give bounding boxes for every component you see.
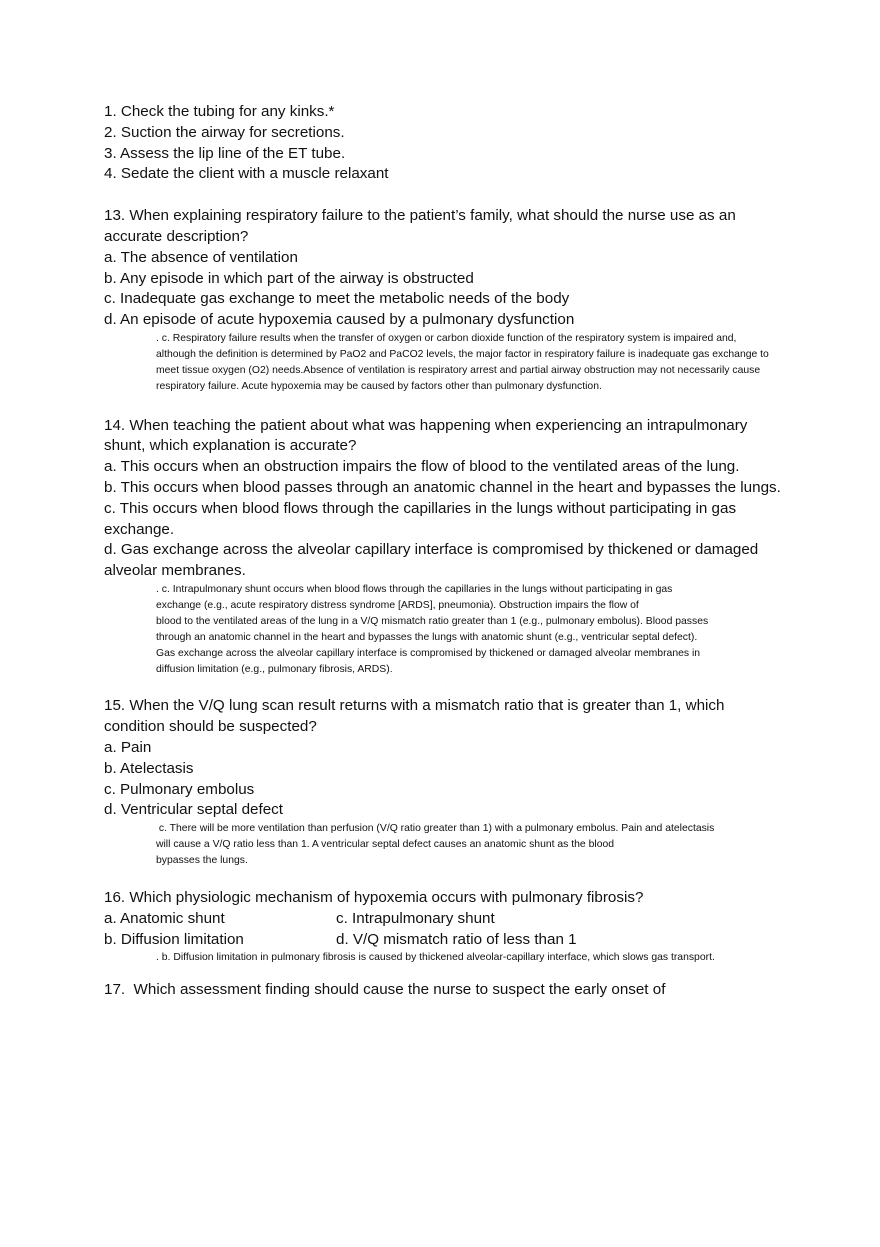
question-13-option-b: b. Any episode in which part of the airway is obstructed bbox=[104, 269, 474, 287]
question-16 bbox=[104, 888, 784, 966]
option-2: 2. Suction the airway for secretions. bbox=[104, 123, 345, 141]
question-15-option-d: d. Ventricular septal defect bbox=[104, 801, 283, 819]
rationale-line: blood to the ventilated areas of the lung in a V/Q mismatch ratio greater than 1 (e.g., pulmonary embolus). Blood passes bbox=[156, 615, 709, 627]
question-16-options-row-1 bbox=[104, 909, 784, 930]
rationale-line: exchange (e.g., acute respiratory distress syndrome [ARDS], pneumonia). Obstruction impairs the flow of bbox=[156, 599, 639, 611]
rationale-line: c. There will be more ventilation than perfusion (V/Q ratio greater than 1) with a pulmonary embolus. Pain and atelectasis bbox=[156, 823, 715, 835]
question-16-option-c: c. Intrapulmonary shunt bbox=[336, 909, 495, 927]
question-13-option-a: a. The absence of ventilation bbox=[104, 248, 298, 266]
question-16-option-b: b. Diffusion limitation bbox=[104, 930, 244, 948]
rationale-line: . c. Intrapulmonary shunt occurs when blood flows through the capillaries in the lungs without participating in gas bbox=[156, 583, 673, 595]
rationale-line: Gas exchange across the alveolar capillary interface is compromised by thickened or damaged alveolar membranes in bbox=[156, 647, 701, 659]
rationale-line: will cause a V/Q ratio less than 1. A ventricular septal defect causes an anatomic shunt as the blood bbox=[156, 839, 615, 851]
question-17 bbox=[104, 980, 784, 1001]
question-15-rationale bbox=[156, 821, 778, 869]
question-14-text: 14. When teaching the patient about what was happening when experiencing an intrapulmonary shunt, which explanation is accurate? bbox=[104, 416, 748, 455]
option-3: 3. Assess the lip line of the ET tube. bbox=[104, 144, 346, 162]
question-15 bbox=[104, 696, 784, 869]
question-14-option-d: d. Gas exchange across the alveolar capillary interface is compromised by thickened or damaged alveolar membranes. bbox=[104, 541, 759, 580]
question-17-text: 17. Which assessment finding should cause the nurse to suspect the early onset of bbox=[104, 981, 666, 999]
prev-question-options bbox=[104, 102, 784, 185]
question-16-text: 16. Which physiologic mechanism of hypoxemia occurs with pulmonary fibrosis? bbox=[104, 888, 644, 906]
question-14-rationale bbox=[156, 582, 778, 677]
question-16-rationale: . b. Diffusion limitation in pulmonary fibrosis is caused by thickened alveolar-capillary interface, which slows gas transport. bbox=[156, 952, 715, 964]
rationale-line: through an anatomic channel in the heart and bypasses the lungs with anatomic shunt (e.g., ventricular septal defect). bbox=[156, 631, 698, 643]
question-15-text: 15. When the V/Q lung scan result returns with a mismatch ratio that is greater than 1, which condition should be suspected? bbox=[104, 697, 725, 736]
option-4: 4. Sedate the client with a muscle relaxant bbox=[104, 165, 389, 183]
option-1: 1. Check the tubing for any kinks.* bbox=[104, 103, 335, 120]
question-16-option-d: d. V/Q mismatch ratio of less than 1 bbox=[336, 930, 577, 948]
question-15-option-a: a. Pain bbox=[104, 739, 152, 756]
question-14 bbox=[104, 416, 784, 678]
rationale-line: diffusion limitation (e.g., pulmonary fibrosis, ARDS). bbox=[156, 663, 393, 675]
question-13-rationale: . c. Respiratory failure results when the transfer of oxygen or carbon dioxide function of the respiratory system is impaired and, although the definition is determined by PaO2 and PaCO2 levels, the major factor in respiratory failure is inadequate gas exchange to meet tissue oxygen (O2) needs.Absence of ventilation is respiratory arrest and partial airway obstruction may not necessarily cause respiratory failure. Acute hypoxemia may be caused by factors other than pulmonary dysfunction. bbox=[156, 332, 769, 392]
question-16-options-row-2 bbox=[104, 930, 784, 951]
question-14-option-a: a. This occurs when an obstruction impairs the flow of blood to the ventilated areas of the lung. bbox=[104, 458, 740, 476]
page-content bbox=[104, 102, 784, 1001]
question-13-option-c: c. Inadequate gas exchange to meet the metabolic needs of the body bbox=[104, 290, 570, 308]
question-14-option-c: c. This occurs when blood flows through the capillaries in the lungs without participating in gas exchange. bbox=[104, 499, 737, 538]
question-16-option-a: a. Anatomic shunt bbox=[104, 909, 225, 927]
question-15-option-b: b. Atelectasis bbox=[104, 759, 194, 777]
question-13-option-d: d. An episode of acute hypoxemia caused by a pulmonary dysfunction bbox=[104, 311, 575, 329]
question-14-option-b: b. This occurs when blood passes through an anatomic channel in the heart and bypasses the lungs. bbox=[104, 478, 781, 496]
rationale-line: bypasses the lungs. bbox=[156, 855, 248, 866]
question-13 bbox=[104, 206, 784, 394]
question-13-text: 13. When explaining respiratory failure to the patient’s family, what should the nurse use as an accurate description? bbox=[104, 207, 736, 245]
question-15-option-c: c. Pulmonary embolus bbox=[104, 780, 255, 798]
